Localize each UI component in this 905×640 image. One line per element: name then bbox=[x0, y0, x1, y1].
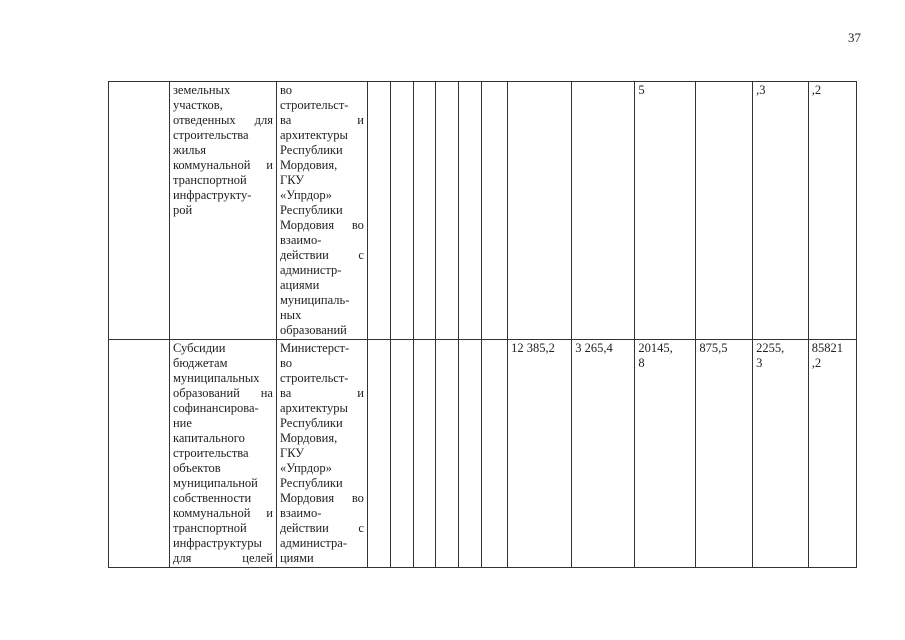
text-line: объектов bbox=[172, 461, 221, 475]
value-cell bbox=[696, 82, 753, 340]
program-table bbox=[108, 81, 857, 568]
text-line: строительст- bbox=[279, 371, 349, 385]
code-cell bbox=[436, 340, 458, 568]
text-line: участков, bbox=[172, 98, 223, 112]
text-line: ва и bbox=[279, 113, 364, 127]
text-line: собственности bbox=[172, 491, 252, 505]
code-cell bbox=[482, 82, 508, 340]
text-line: Республики bbox=[279, 143, 343, 157]
text-line: жилья bbox=[172, 143, 206, 157]
text-line: взаимо- bbox=[279, 506, 322, 520]
code-cell bbox=[367, 82, 391, 340]
text-line: «Упрдор» bbox=[279, 461, 332, 475]
description-text bbox=[173, 341, 273, 566]
value-cell: 3 265,4 bbox=[572, 340, 635, 568]
text-line: действии с bbox=[279, 521, 364, 535]
code-cell bbox=[458, 340, 482, 568]
text-line: Мордовия во bbox=[279, 491, 364, 505]
text-line: Республики bbox=[279, 203, 343, 217]
text-line: архитектуры bbox=[279, 401, 348, 415]
text-line: ГКУ bbox=[279, 173, 305, 187]
text-line: Мордовия во bbox=[279, 218, 364, 232]
text-line: Мордовия, bbox=[279, 431, 338, 445]
code-cell bbox=[367, 340, 391, 568]
text-line: Субсидии bbox=[172, 341, 226, 355]
text-line: транспортной bbox=[172, 521, 247, 535]
description-text bbox=[173, 83, 273, 218]
description-cell bbox=[169, 340, 276, 568]
code-cell bbox=[391, 82, 413, 340]
number-cell bbox=[109, 340, 170, 568]
text-line: ва и bbox=[279, 386, 364, 400]
text-line: транспортной bbox=[172, 173, 247, 187]
code-cell bbox=[391, 340, 413, 568]
value-cell: 85821 ,2 bbox=[808, 340, 856, 568]
value-cell: 5 bbox=[635, 82, 696, 340]
code-cell bbox=[413, 340, 435, 568]
text-line: Республики bbox=[279, 476, 343, 490]
text-line: строительст- bbox=[279, 98, 349, 112]
text-line: ние bbox=[172, 416, 192, 430]
text-line: строительства bbox=[172, 446, 249, 460]
value-cell: ,3 bbox=[753, 82, 809, 340]
value-cell: 875,5 bbox=[696, 340, 753, 568]
text-line: капитального bbox=[172, 431, 245, 445]
table-row bbox=[109, 82, 857, 340]
text-line: строительства bbox=[172, 128, 249, 142]
value-cell: 12 385,2 bbox=[508, 340, 572, 568]
text-line: рой bbox=[172, 203, 193, 217]
executor-text bbox=[280, 83, 364, 338]
page-number: 37 bbox=[848, 30, 861, 45]
text-line: Министерст- bbox=[279, 341, 350, 355]
text-line: ГКУ bbox=[279, 446, 305, 460]
text-line: действии с bbox=[279, 248, 364, 262]
executor-cell bbox=[276, 82, 367, 340]
value-cell: 2255, 3 bbox=[753, 340, 809, 568]
description-cell bbox=[169, 82, 276, 340]
text-line: во bbox=[279, 83, 293, 97]
text-line: Мордовия, bbox=[279, 158, 338, 172]
text-line: ациями bbox=[279, 278, 320, 292]
text-line: взаимо- bbox=[279, 233, 322, 247]
text-line: образований bbox=[279, 323, 347, 337]
code-cell bbox=[413, 82, 435, 340]
text-line: муниципальных bbox=[172, 371, 260, 385]
code-cell bbox=[436, 82, 458, 340]
code-cell bbox=[458, 82, 482, 340]
text-line: коммунальной и bbox=[172, 506, 273, 520]
text-line: для целей bbox=[172, 551, 273, 565]
executor-text bbox=[280, 341, 364, 566]
value-cell: ,2 bbox=[808, 82, 856, 340]
text-line: муниципаль- bbox=[279, 293, 350, 307]
text-line: земельных bbox=[172, 83, 231, 97]
table-row bbox=[109, 340, 857, 568]
text-line: инфраструктуры bbox=[172, 536, 262, 550]
text-line: инфраструкту- bbox=[172, 188, 252, 202]
text-line: бюджетам bbox=[172, 356, 228, 370]
text-line: архитектуры bbox=[279, 128, 348, 142]
text-line: Республики bbox=[279, 416, 343, 430]
value-cell: 20145, 8 bbox=[635, 340, 696, 568]
value-cell bbox=[508, 82, 572, 340]
text-line: ных bbox=[279, 308, 302, 322]
text-line: образований на bbox=[172, 386, 273, 400]
text-line: отведенных для bbox=[172, 113, 273, 127]
text-line: коммунальной и bbox=[172, 158, 273, 172]
text-line: администр- bbox=[279, 263, 342, 277]
text-line: циями bbox=[279, 551, 314, 565]
executor-cell bbox=[276, 340, 367, 568]
text-line: во bbox=[279, 356, 293, 370]
text-line: «Упрдор» bbox=[279, 188, 332, 202]
value-cell bbox=[572, 82, 635, 340]
number-cell bbox=[109, 82, 170, 340]
text-line: муниципальной bbox=[172, 476, 258, 490]
code-cell bbox=[482, 340, 508, 568]
text-line: софинансирова- bbox=[172, 401, 259, 415]
text-line: администра- bbox=[279, 536, 347, 550]
